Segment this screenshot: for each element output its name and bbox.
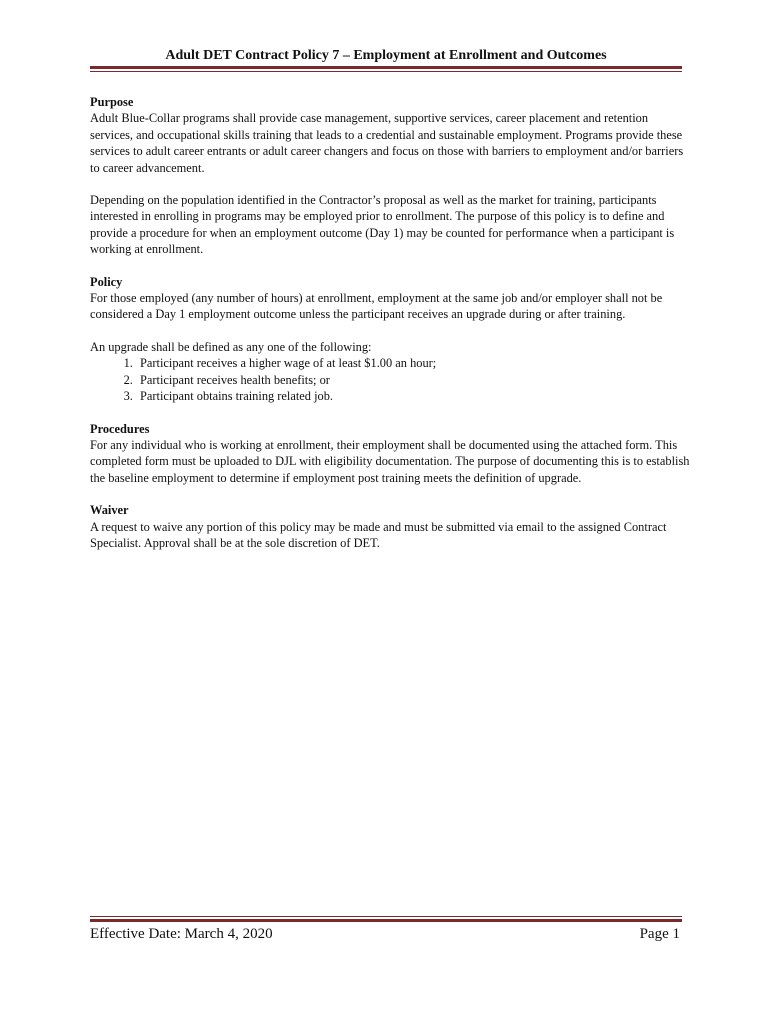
upgrade-list bbox=[90, 355, 690, 404]
policy-paragraph-1: For those employed (any number of hours) at enrollment, employment at the same job and/or employer shall not be considered a Day 1 employment outcome unless the participant receives an upgrade during or after training. bbox=[90, 291, 663, 322]
procedures-heading: Procedures bbox=[90, 421, 150, 436]
footer-rule-thick bbox=[90, 919, 682, 922]
procedures-section bbox=[90, 421, 690, 487]
page-number: Page 1 bbox=[639, 926, 680, 942]
purpose-section bbox=[90, 94, 690, 258]
footer-rule-thin bbox=[90, 916, 682, 917]
list-item: 3. Participant obtains training related job. bbox=[136, 388, 690, 404]
document-body bbox=[90, 94, 690, 567]
list-item: 1. Participant receives a higher wage of at least $1.00 an hour; bbox=[136, 355, 690, 371]
policy-section bbox=[90, 274, 690, 405]
document-title: Adult DET Contract Policy 7 – Employment at Enrollment and Outcomes bbox=[165, 48, 607, 63]
procedures-paragraph-1: For any individual who is working at enrollment, their employment shall be documented using the attached form. This completed form must be uploaded to DJL with eligibility documentation. The purpose of documenting this is to establish the baseline employment to determine if employment post training meets the definition of upgrade. bbox=[90, 437, 690, 485]
header-rule-thick bbox=[90, 66, 682, 69]
purpose-heading: Purpose bbox=[90, 95, 134, 109]
policy-heading: Policy bbox=[90, 274, 123, 289]
purpose-paragraph-2: Depending on the population identified in the Contractor’s proposal as well as the market for training, participants interested in enrolling in programs may be employed prior to enrollment. The purpose of this policy is to define and provide a procedure for when an employment outcome (Day 1) may be counted for performance when a participant is working at enrollment. bbox=[90, 193, 675, 257]
purpose-paragraph-1: Adult Blue-Collar programs shall provide case management, supportive services, career placement and retention services, and occupational skills training that leads to a credential and sustainable employment. Programs provide these services to adult career entrants or adult career changers and focus on those with barriers to employment and/or barriers to career advancement. bbox=[90, 111, 684, 175]
header-rule-thin bbox=[90, 71, 682, 72]
waiver-section bbox=[90, 502, 690, 551]
upgrade-list-intro: An upgrade shall be defined as any one of the following: bbox=[90, 339, 372, 354]
waiver-heading: Waiver bbox=[90, 503, 129, 518]
effective-date: Effective Date: March 4, 2020 bbox=[90, 926, 273, 942]
waiver-paragraph-1: A request to waive any portion of this policy may be made and must be submitted via email to the assigned Contract Specialist. Approval shall be at the sole discretion of DET. bbox=[90, 519, 667, 550]
list-item: 2. Participant receives health benefits; or bbox=[136, 372, 690, 388]
